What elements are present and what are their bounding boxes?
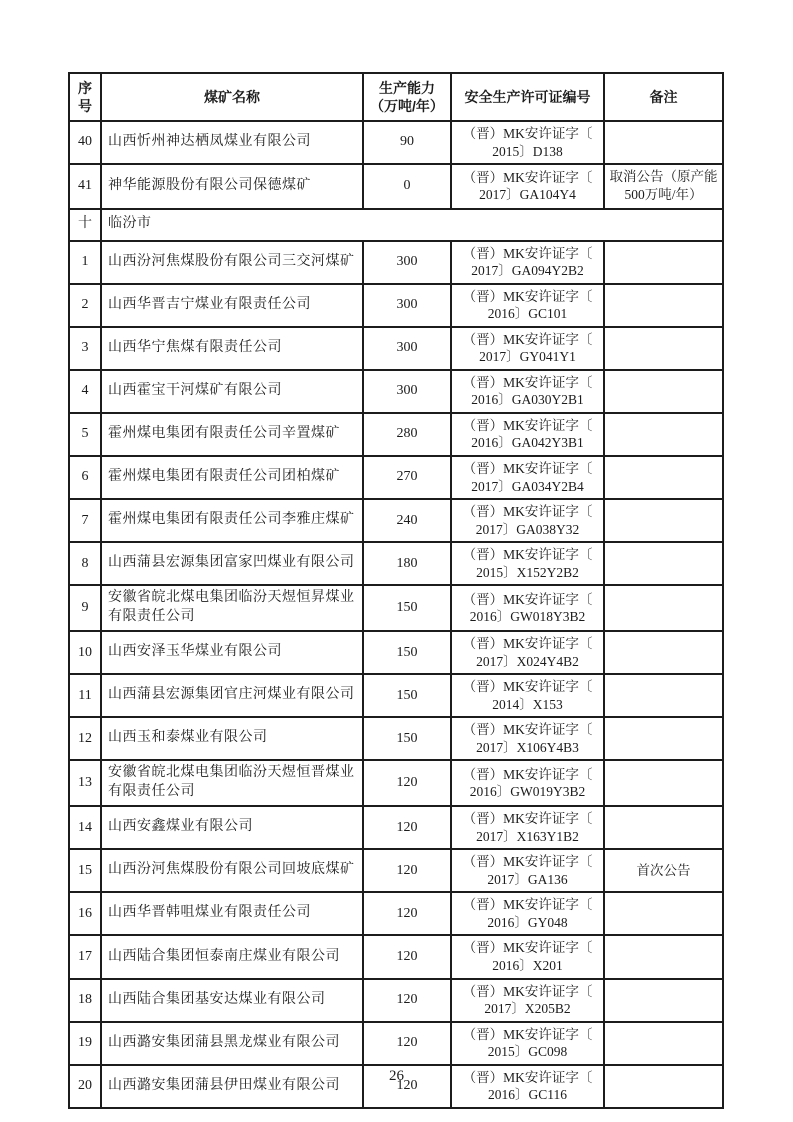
page-number: 26 [389, 1068, 404, 1084]
cell-license: （晋）MK安许证字〔 2017〕X024Y4B2 [451, 631, 604, 674]
cell-license: （晋）MK安许证字〔 2017〕X205B2 [451, 979, 604, 1022]
cell-license: （晋）MK安许证字〔 2017〕X106Y4B3 [451, 717, 604, 760]
cell-row-number: 11 [69, 674, 101, 717]
cell-remark [604, 413, 723, 456]
cell-license: （晋）MK安许证字〔 2017〕GA094Y2B2 [451, 241, 604, 284]
cell-remark [604, 717, 723, 760]
cell-mine-name: 安徽省皖北煤电集团临汾天煜恒昇煤业有限责任公司 [101, 585, 363, 631]
table-row [69, 849, 723, 892]
table-row [69, 631, 723, 674]
table-body [69, 121, 723, 1108]
cell-row-number: 1 [69, 241, 101, 284]
table-row [69, 892, 723, 935]
cell-license: （晋）MK安许证字〔 2016〕GW018Y3B2 [451, 585, 604, 631]
table-row [69, 760, 723, 806]
cell-mine-name: 神华能源股份有限公司保德煤矿 [101, 164, 363, 208]
cell-mine-name: 山西华宁焦煤有限责任公司 [101, 327, 363, 370]
cell-row-number: 6 [69, 456, 101, 499]
coal-mine-table [68, 72, 724, 1109]
cell-row-number: 7 [69, 499, 101, 542]
cell-mine-name: 山西蒲县宏源集团富家凹煤业有限公司 [101, 542, 363, 585]
table-row [69, 542, 723, 585]
cell-license: （晋）MK安许证字〔 2016〕GA042Y3B1 [451, 413, 604, 456]
cell-mine-name: 山西霍宝干河煤矿有限公司 [101, 370, 363, 413]
cell-capacity: 0 [363, 164, 451, 208]
cell-capacity: 240 [363, 499, 451, 542]
cell-capacity: 120 [363, 760, 451, 806]
cell-capacity: 280 [363, 413, 451, 456]
cell-capacity: 300 [363, 370, 451, 413]
cell-capacity: 120 [363, 849, 451, 892]
cell-mine-name: 安徽省皖北煤电集团临汾天煜恒晋煤业有限责任公司 [101, 760, 363, 806]
cell-capacity: 300 [363, 241, 451, 284]
cell-capacity: 120 [363, 1022, 451, 1065]
col-header-capacity-line2: （万吨/年） [370, 98, 444, 114]
cell-license: （晋）MK安许证字〔 2017〕GA034Y2B4 [451, 456, 604, 499]
cell-row-number: 3 [69, 327, 101, 370]
cell-row-number: 4 [69, 370, 101, 413]
section-row [69, 209, 723, 241]
cell-license: （晋）MK安许证字〔 2016〕GA030Y2B1 [451, 370, 604, 413]
cell-remark [604, 585, 723, 631]
cell-mine-name: 山西陆合集团恒泰南庄煤业有限公司 [101, 935, 363, 978]
cell-remark [604, 979, 723, 1022]
cell-row-number: 41 [69, 164, 101, 208]
table-row [69, 806, 723, 849]
cell-mine-name: 山西忻州神达栖凤煤业有限公司 [101, 121, 363, 164]
cell-remark [604, 284, 723, 327]
cell-remark [604, 542, 723, 585]
cell-license: （晋）MK安许证字〔 2016〕GC116 [451, 1065, 604, 1108]
cell-remark [604, 935, 723, 978]
table-row [69, 121, 723, 164]
table-row [69, 164, 723, 208]
cell-mine-name: 山西汾河焦煤股份有限公司回坡底煤矿 [101, 849, 363, 892]
cell-section-no: 十 [69, 209, 101, 241]
table-row [69, 413, 723, 456]
table-row [69, 241, 723, 284]
cell-remark [604, 370, 723, 413]
cell-row-number: 17 [69, 935, 101, 978]
cell-row-number: 19 [69, 1022, 101, 1065]
cell-capacity: 180 [363, 542, 451, 585]
cell-capacity: 270 [363, 456, 451, 499]
cell-row-number: 2 [69, 284, 101, 327]
cell-row-number: 40 [69, 121, 101, 164]
cell-row-number: 15 [69, 849, 101, 892]
cell-license: （晋）MK安许证字〔 2017〕GA136 [451, 849, 604, 892]
cell-capacity: 150 [363, 674, 451, 717]
cell-license: （晋）MK安许证字〔 2016〕GW019Y3B2 [451, 760, 604, 806]
table-row [69, 979, 723, 1022]
cell-mine-name: 山西玉和泰煤业有限公司 [101, 717, 363, 760]
cell-license: （晋）MK安许证字〔 2017〕GA038Y32 [451, 499, 604, 542]
col-header-mine-name: 煤矿名称 [101, 73, 363, 121]
cell-capacity: 120 [363, 892, 451, 935]
cell-remark [604, 327, 723, 370]
table-row [69, 585, 723, 631]
cell-remark [604, 456, 723, 499]
cell-capacity: 150 [363, 631, 451, 674]
cell-license: （晋）MK安许证字〔 2017〕GY041Y1 [451, 327, 604, 370]
col-header-no: 序号 [69, 73, 101, 121]
cell-row-number: 16 [69, 892, 101, 935]
cell-license: （晋）MK安许证字〔 2017〕GA104Y4 [451, 164, 604, 208]
cell-license: （晋）MK安许证字〔 2015〕GC098 [451, 1022, 604, 1065]
table-row [69, 499, 723, 542]
cell-remark [604, 631, 723, 674]
cell-row-number: 5 [69, 413, 101, 456]
cell-remark: 首次公告 [604, 849, 723, 892]
cell-mine-name: 山西华晋吉宁煤业有限责任公司 [101, 284, 363, 327]
cell-mine-name: 山西华晋韩咀煤业有限责任公司 [101, 892, 363, 935]
cell-license: （晋）MK安许证字〔 2016〕GY048 [451, 892, 604, 935]
cell-mine-name: 山西汾河焦煤股份有限公司三交河煤矿 [101, 241, 363, 284]
cell-mine-name: 山西潞安集团蒲县伊田煤业有限公司 [101, 1065, 363, 1108]
table-header [69, 73, 723, 121]
cell-license: （晋）MK安许证字〔 2016〕GC101 [451, 284, 604, 327]
table-row [69, 935, 723, 978]
cell-mine-name: 山西陆合集团基安达煤业有限公司 [101, 979, 363, 1022]
cell-mine-name: 霍州煤电集团有限责任公司李雅庄煤矿 [101, 499, 363, 542]
header-row [69, 73, 723, 121]
cell-row-number: 8 [69, 542, 101, 585]
cell-remark [604, 892, 723, 935]
cell-remark [604, 760, 723, 806]
cell-mine-name: 霍州煤电集团有限责任公司辛置煤矿 [101, 413, 363, 456]
cell-license: （晋）MK安许证字〔 2015〕D138 [451, 121, 604, 164]
cell-capacity: 150 [363, 717, 451, 760]
cell-remark: 取消公告（原产能500万吨/年） [604, 164, 723, 208]
cell-license: （晋）MK安许证字〔 2017〕X163Y1B2 [451, 806, 604, 849]
cell-row-number: 9 [69, 585, 101, 631]
cell-row-number: 14 [69, 806, 101, 849]
cell-capacity: 120 [363, 1065, 451, 1108]
cell-remark [604, 674, 723, 717]
cell-remark [604, 121, 723, 164]
cell-row-number: 13 [69, 760, 101, 806]
cell-capacity: 120 [363, 806, 451, 849]
cell-mine-name: 山西潞安集团蒲县黑龙煤业有限公司 [101, 1022, 363, 1065]
cell-mine-name: 山西安泽玉华煤业有限公司 [101, 631, 363, 674]
cell-mine-name: 霍州煤电集团有限责任公司团柏煤矿 [101, 456, 363, 499]
table-row [69, 370, 723, 413]
cell-capacity: 300 [363, 284, 451, 327]
cell-mine-name: 山西安鑫煤业有限公司 [101, 806, 363, 849]
col-header-remark: 备注 [604, 73, 723, 121]
col-header-license: 安全生产许可证编号 [451, 73, 604, 121]
table-row [69, 456, 723, 499]
cell-capacity: 150 [363, 585, 451, 631]
cell-license: （晋）MK安许证字〔 2016〕X201 [451, 935, 604, 978]
table-row [69, 327, 723, 370]
table-row [69, 284, 723, 327]
cell-capacity: 300 [363, 327, 451, 370]
cell-remark [604, 1022, 723, 1065]
cell-remark [604, 241, 723, 284]
col-header-capacity-line1: 生产能力 [379, 79, 435, 96]
cell-remark [604, 499, 723, 542]
cell-row-number: 18 [69, 979, 101, 1022]
col-header-capacity [363, 73, 451, 121]
cell-capacity: 120 [363, 935, 451, 978]
cell-license: （晋）MK安许证字〔 2015〕X152Y2B2 [451, 542, 604, 585]
cell-section-name: 临汾市 [101, 209, 723, 241]
cell-row-number: 20 [69, 1065, 101, 1108]
cell-row-number: 12 [69, 717, 101, 760]
cell-license: （晋）MK安许证字〔 2014〕X153 [451, 674, 604, 717]
cell-capacity: 90 [363, 121, 451, 164]
table-row [69, 1022, 723, 1065]
cell-capacity: 120 [363, 979, 451, 1022]
cell-remark [604, 806, 723, 849]
table-row [69, 674, 723, 717]
cell-mine-name: 山西蒲县宏源集团官庄河煤业有限公司 [101, 674, 363, 717]
cell-row-number: 10 [69, 631, 101, 674]
table-row [69, 717, 723, 760]
